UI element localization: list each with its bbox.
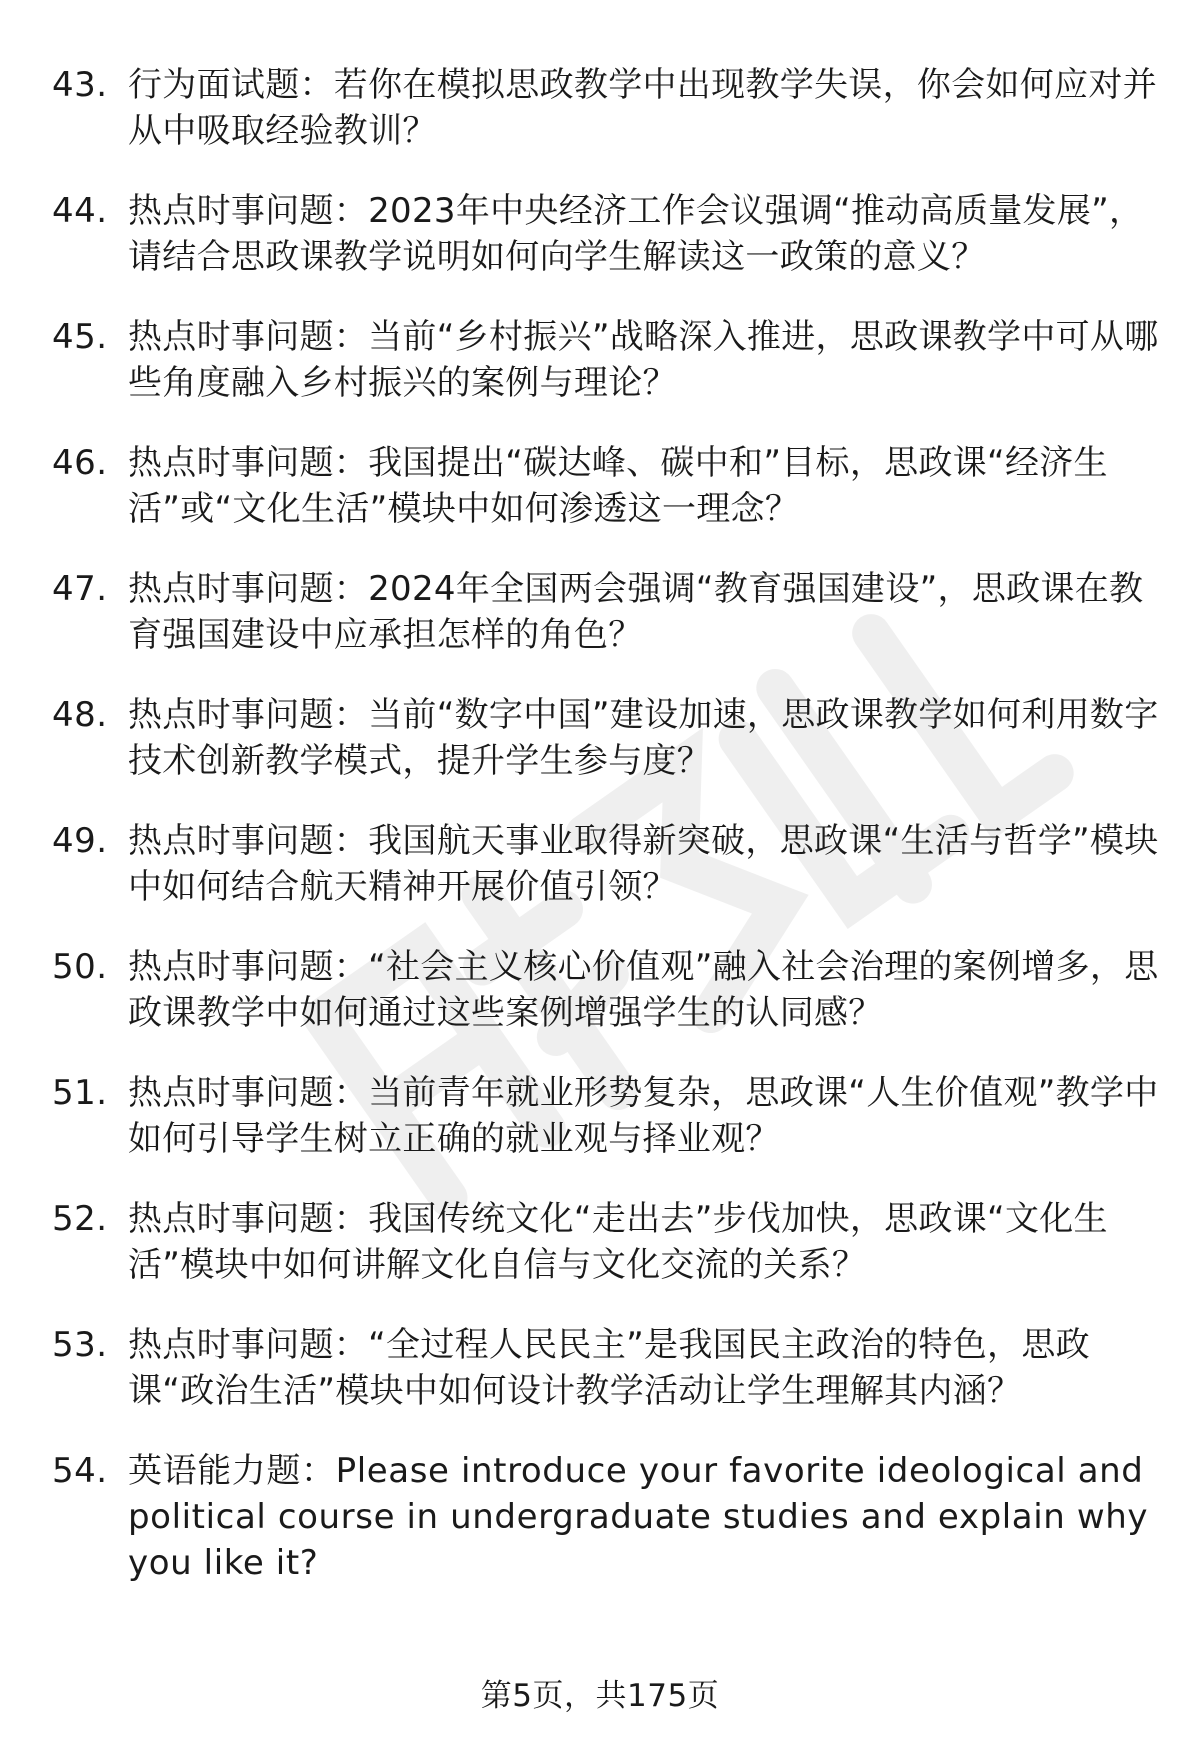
question-text: 热点时事问题：当前“乡村振兴”战略深入推进，思政课教学中可从哪些角度融入乡村振兴的案例与理论？ xyxy=(128,317,1159,403)
question-number: 51. xyxy=(52,1073,108,1113)
question-number: 52. xyxy=(52,1199,108,1239)
question-number: 45. xyxy=(52,317,108,357)
question-item xyxy=(52,314,1162,406)
question-number: 49. xyxy=(52,821,108,861)
question-number: 43. xyxy=(52,65,108,105)
question-text: 热点时事问题：“社会主义核心价值观”融入社会治理的案例增多，思政课教学中如何通过这些案例增强学生的认同感？ xyxy=(128,947,1159,1033)
question-text: 英语能力题：Please introduce your favorite ideological and political course in undergraduate studies and explain why you like it? xyxy=(128,1451,1149,1583)
question-text: 热点时事问题：2023年中央经济工作会议强调“推动高质量发展”，请结合思政课教学说明如何向学生解读这一政策的意义？ xyxy=(128,191,1144,277)
question-number: 50. xyxy=(52,947,108,987)
question-list xyxy=(52,62,1162,1620)
question-item xyxy=(52,944,1162,1036)
question-text: 热点时事问题：我国航天事业取得新突破，思政课“生活与哲学”模块中如何结合航天精神开展价值引领？ xyxy=(128,821,1159,907)
question-number: 53. xyxy=(52,1325,108,1365)
page-footer: 第5页，共175页 xyxy=(480,1678,720,1714)
question-text: 行为面试题：若你在模拟思政教学中出现教学失误，你会如何应对并从中吸取经验教训？ xyxy=(128,65,1157,151)
question-text: 热点时事问题：当前“数字中国”建设加速，思政课教学如何利用数字技术创新教学模式，提升学生参与度？ xyxy=(128,695,1159,781)
question-text: 热点时事问题：我国传统文化“走出去”步伐加快，思政课“文化生活”模块中如何讲解文化自信与文化交流的关系？ xyxy=(128,1199,1108,1285)
question-item xyxy=(52,1322,1162,1414)
question-text: 热点时事问题：2024年全国两会强调“教育强国建设”，思政课在教育强国建设中应承担怎样的角色？ xyxy=(128,569,1144,655)
question-item xyxy=(52,1070,1162,1162)
question-text: 热点时事问题：当前青年就业形势复杂，思政课“人生价值观”教学中如何引导学生树立正确的就业观与择业观？ xyxy=(128,1073,1159,1159)
question-item xyxy=(52,62,1162,154)
question-item xyxy=(52,818,1162,910)
question-item xyxy=(52,440,1162,532)
question-item xyxy=(52,692,1162,784)
question-item xyxy=(52,1448,1162,1586)
question-number: 47. xyxy=(52,569,108,609)
question-item xyxy=(52,188,1162,280)
question-text: 热点时事问题：我国提出“碳达峰、碳中和”目标，思政课“经济生活”或“文化生活”模块中如何渗透这一理念？ xyxy=(128,443,1108,529)
question-number: 54. xyxy=(52,1451,108,1491)
question-number: 44. xyxy=(52,191,108,231)
question-number: 46. xyxy=(52,443,108,483)
question-item xyxy=(52,1196,1162,1288)
question-text: 热点时事问题：“全过程人民民主”是我国民主政治的特色，思政课“政治生活”模块中如何设计教学活动让学生理解其内涵？ xyxy=(128,1325,1090,1411)
question-number: 48. xyxy=(52,695,108,735)
question-item xyxy=(52,566,1162,658)
